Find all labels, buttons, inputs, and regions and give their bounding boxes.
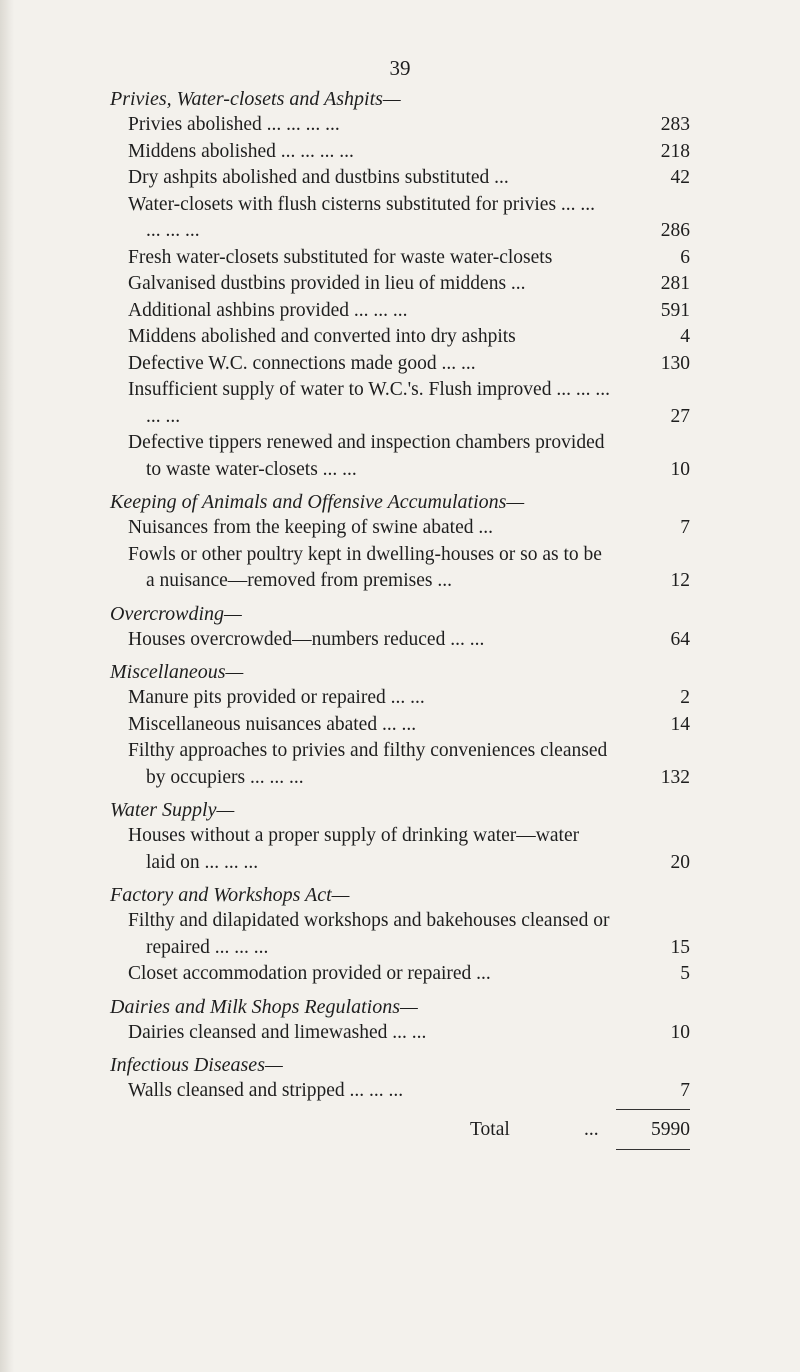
section-heading: Water Supply—: [110, 799, 235, 821]
table-row: [110, 961, 690, 988]
item-count: 281: [660, 273, 690, 294]
item-description: Privies abolished ... ... ... ...: [128, 114, 340, 135]
item-count: 132: [660, 766, 690, 788]
item-description: Defective W.C. connections made good ... ...: [128, 352, 476, 374]
section-heading: Infectious Diseases—: [110, 1054, 283, 1076]
table-row: [110, 1020, 690, 1047]
total-value: 5990: [651, 1118, 690, 1140]
section-heading: Overcrowding—: [110, 602, 242, 625]
item-count: 130: [660, 352, 690, 374]
item-description: Insufficient supply of water to W.C.'s. Flush improved ... ... ... ... ...: [128, 379, 610, 427]
item-description: Additional ashbins provided ... ... ...: [128, 299, 408, 321]
item-description: Miscellaneous nuisances abated ... ...: [128, 713, 417, 735]
item-count: 6: [680, 246, 690, 268]
item-description: Dry ashpits abolished and dustbins substituted ...: [128, 167, 509, 188]
item-count: 14: [670, 713, 690, 735]
table-row: [110, 192, 690, 245]
item-description: Nuisances from the keeping of swine abated ...: [128, 517, 493, 538]
item-count: 7: [680, 1080, 690, 1101]
item-description: Houses without a proper supply of drinking water—water laid on ... ... ...: [128, 825, 580, 873]
section-heading: Factory and Workshops Act—: [110, 884, 350, 906]
total-label: Total: [470, 1118, 510, 1140]
item-description: Dairies cleansed and limewashed ... ...: [128, 1021, 427, 1043]
total-row: [110, 1109, 690, 1149]
table-row: [110, 165, 690, 192]
page-number: 39: [389, 56, 411, 80]
item-count: 15: [670, 936, 690, 958]
table-row: [110, 823, 690, 876]
table-row: [110, 377, 690, 430]
table-row: [110, 351, 690, 378]
item-count: 2: [680, 687, 690, 708]
item-description: Defective tippers renewed and inspection chambers provided to waste water-closets ... ...: [128, 432, 605, 480]
item-description: Fowls or other poultry kept in dwelling-houses or so as to be a nuisance—removed from premises ...: [128, 543, 602, 591]
item-description: Filthy and dilapidated workshops and bakehouses cleansed or repaired ... ... ...: [128, 910, 610, 958]
table-row: [110, 908, 690, 961]
section-heading: Dairies and Milk Shops Regulations—: [110, 995, 418, 1018]
total-rule-bottom: [616, 1149, 690, 1150]
page-edge-shadow: [0, 0, 14, 1372]
table-row: [110, 685, 690, 712]
item-count: 10: [670, 1021, 690, 1043]
item-description: Manure pits provided or repaired ... ...: [128, 687, 425, 708]
item-description: Galvanised dustbins provided in lieu of middens ...: [128, 273, 526, 294]
total-rule-top: [616, 1109, 690, 1110]
item-description: Middens abolished and converted into dry ashpits: [128, 326, 516, 347]
section-heading: Keeping of Animals and Offensive Accumulations—: [110, 491, 525, 513]
item-count: 5: [680, 963, 690, 984]
table-row: [110, 515, 690, 542]
item-count: 27: [670, 405, 690, 427]
item-description: Filthy approaches to privies and filthy conveniences cleansed by occupiers ... ... ...: [128, 740, 608, 788]
item-count: 591: [660, 299, 690, 321]
table-row: [110, 712, 690, 739]
table-row: [110, 627, 690, 654]
section-heading: Privies, Water-closets and Ashpits—: [110, 88, 401, 110]
item-description: Fresh water-closets substituted for waste water-closets: [128, 246, 553, 268]
table-row: [110, 738, 690, 791]
item-count: 12: [670, 570, 690, 591]
item-count: 7: [680, 517, 690, 538]
table-row: [110, 139, 690, 166]
item-count: 10: [670, 458, 690, 480]
item-description: Walls cleansed and stripped ... ... ...: [128, 1080, 404, 1101]
item-count: 218: [660, 140, 690, 162]
item-count: 42: [670, 167, 690, 188]
table-row: [110, 271, 690, 298]
table-row: [110, 298, 690, 325]
item-description: Houses overcrowded—numbers reduced ... ...: [128, 628, 485, 650]
item-description: Closet accommodation provided or repaired ...: [128, 963, 491, 984]
table-row: [110, 112, 690, 139]
item-count: 286: [660, 220, 690, 241]
table-row: [110, 1078, 690, 1105]
item-count: 64: [670, 628, 690, 650]
table-row: [110, 245, 690, 272]
report-table: [110, 86, 690, 1149]
section-heading: Miscellaneous—: [110, 661, 244, 683]
item-description: Water-closets with flush cisterns substituted for privies ... ... ... ... ...: [128, 193, 596, 241]
item-count: 20: [670, 851, 690, 873]
item-description: Middens abolished ... ... ... ...: [128, 140, 354, 162]
sections-container: [110, 86, 690, 1105]
item-count: 283: [660, 114, 690, 135]
item-count: 4: [680, 326, 690, 347]
table-row: [110, 324, 690, 351]
table-row: [110, 430, 690, 483]
table-row: [110, 542, 690, 595]
total-dots: ...: [584, 1118, 599, 1140]
